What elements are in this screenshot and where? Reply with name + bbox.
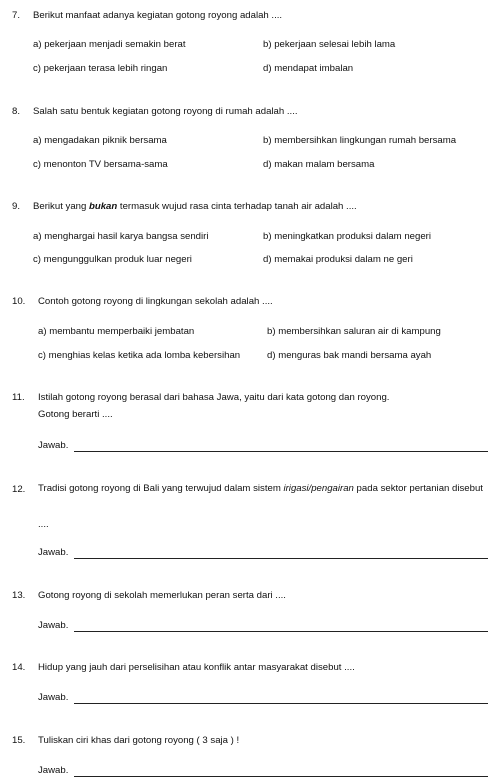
answer-label: Jawab.	[38, 547, 69, 558]
option-b[interactable]: b) membersihkan saluran air di kampung	[267, 326, 441, 337]
question-text: Istilah gotong royong berasal dari bahasa Jawa, yaitu dari kata gotong dan royong.	[38, 392, 390, 403]
answer-line[interactable]	[74, 776, 488, 777]
option-a[interactable]: a) menghargai hasil karya bangsa sendiri	[33, 231, 209, 242]
question-number: 15.	[12, 735, 26, 746]
question-text: Hidup yang jauh dari perselisihan atau konflik antar masyarakat disebut ....	[38, 662, 355, 673]
option-a[interactable]: a) membantu memperbaiki jembatan	[38, 326, 195, 337]
option-d[interactable]: d) memakai produksi dalam ne geri	[263, 254, 413, 265]
option-b[interactable]: b) pekerjaan selesai lebih lama	[263, 39, 396, 50]
option-b[interactable]: b) membersihkan lingkungan rumah bersama	[263, 135, 457, 146]
option-c[interactable]: c) pekerjaan terasa lebih ringan	[33, 63, 168, 74]
question-number: 10.	[12, 296, 26, 307]
question-number: 13.	[12, 590, 26, 601]
question-number: 14.	[12, 662, 26, 673]
question-text: Berikut yang bukan termasuk wujud rasa cinta terhadap tanah air adalah ....	[33, 201, 357, 212]
option-d[interactable]: d) mendapat imbalan	[263, 63, 354, 74]
emphasis-irigasi: irigasi/pengairan	[283, 483, 354, 494]
option-b[interactable]: b) meningkatkan produksi dalam negeri	[263, 231, 431, 242]
option-a[interactable]: a) pekerjaan menjadi semakin berat	[33, 39, 186, 50]
question-text: Tuliskan ciri khas dari gotong royong ( 3 saja ) !	[38, 735, 240, 746]
option-c[interactable]: c) menghias kelas ketika ada lomba kebersihan	[38, 350, 241, 361]
question-text: Salah satu bentuk kegiatan gotong royong di rumah adalah ....	[33, 106, 298, 117]
question-text: Contoh gotong royong di lingkungan sekolah adalah ....	[38, 296, 273, 307]
option-c[interactable]: c) mengunggulkan produk luar negeri	[33, 254, 192, 265]
question-text: Gotong royong di sekolah memerlukan peran serta dari ....	[38, 590, 286, 601]
answer-line[interactable]	[74, 631, 488, 632]
question-number: 9.	[12, 201, 21, 212]
option-c[interactable]: c) menonton TV bersama-sama	[33, 159, 168, 170]
answer-label: Jawab.	[38, 440, 69, 451]
question-number: 8.	[12, 106, 21, 117]
blank-dots: ....	[38, 519, 49, 530]
option-a[interactable]: a) mengadakan piknik bersama	[33, 135, 167, 146]
answer-label: Jawab.	[38, 692, 69, 703]
question-number: 11.	[12, 392, 25, 403]
option-d[interactable]: d) menguras bak mandi bersama ayah	[267, 350, 432, 361]
question-number: 12.	[12, 484, 26, 495]
question-number: 7.	[12, 10, 21, 21]
answer-label: Jawab.	[38, 765, 69, 776]
question-text-line-2: Gotong berarti ....	[38, 409, 113, 420]
question-text: Tradisi gotong royong di Bali yang terwujud dalam sistem irigasi/pengairan pada sektor pertanian disebut	[38, 483, 483, 494]
answer-line[interactable]	[74, 451, 488, 452]
answer-line[interactable]	[74, 558, 488, 559]
answer-label: Jawab.	[38, 620, 69, 631]
question-text: Berikut manfaat adanya kegiatan gotong royong adalah ....	[33, 10, 283, 21]
answer-line[interactable]	[74, 703, 488, 704]
option-d[interactable]: d) makan malam bersama	[263, 159, 375, 170]
emphasis-bukan: bukan	[89, 201, 118, 212]
